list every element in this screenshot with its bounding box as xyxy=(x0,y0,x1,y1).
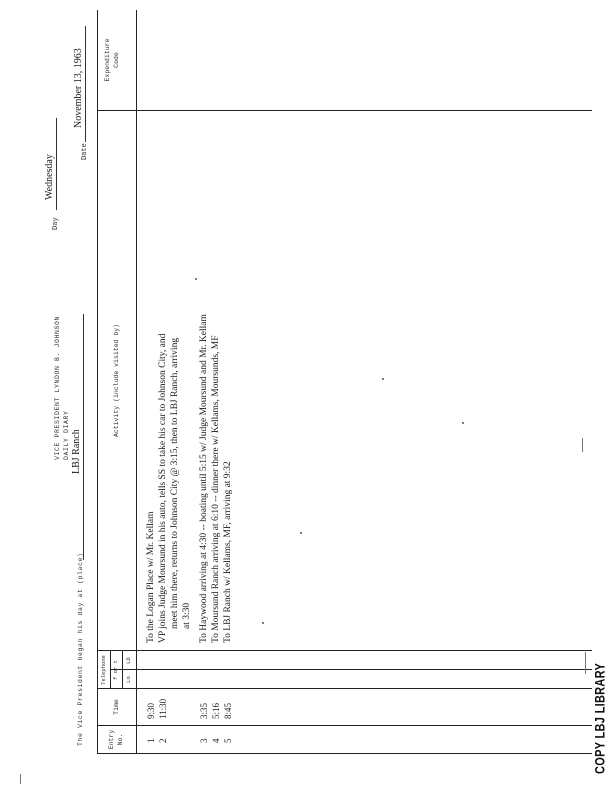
divider-lo-ld xyxy=(110,669,592,670)
divider-activity xyxy=(98,110,592,111)
col-entry-label: Entry xyxy=(108,729,115,750)
col-expenditure xyxy=(103,10,121,110)
date-value: November 13, 1963 xyxy=(73,48,84,128)
diary-table xyxy=(97,10,592,754)
col-time: Time xyxy=(113,699,120,715)
entry-activity-line: meet him there, returns to Johnson City @ 3:15, then to LBJ Ranch, arriving xyxy=(170,337,180,629)
col-f-or-t: f or t xyxy=(112,660,119,680)
header-rule xyxy=(136,10,137,753)
col-expenditure-label: Expenditure xyxy=(104,38,111,82)
entry-time: 9:30 xyxy=(146,702,156,719)
col-entry-no xyxy=(107,726,125,753)
entry-number: 3 xyxy=(199,738,209,743)
divider-entry xyxy=(98,725,592,726)
date-label: Date xyxy=(81,143,89,160)
scan-mark xyxy=(585,652,586,674)
began-label: The Vice President began his day at (place) xyxy=(77,552,84,746)
col-code-label: Code xyxy=(113,52,120,68)
vp-title: VICE PRESIDENT LYNDON B. JOHNSON xyxy=(54,315,61,460)
scan-mark xyxy=(20,774,21,784)
entry-activity-line: To Haywood arriving at 4:30 -- boating until 5:15 w/ Judge Moursund and Mr. Kellam xyxy=(199,314,209,643)
entry-number: 2 xyxy=(158,738,168,743)
divider-time xyxy=(98,688,592,689)
archive-stamp: COPY LBJ LIBRARY xyxy=(593,662,608,774)
col-no-label: No. xyxy=(117,733,124,746)
scan-speck xyxy=(382,378,384,380)
day-value: Wednesday xyxy=(44,154,55,200)
entry-time: 5:16 xyxy=(211,702,221,719)
col-telephone: Telephone xyxy=(100,655,107,685)
scan-mark xyxy=(582,438,583,452)
entry-activity-line: To Moursund Ranch arriving at 6:10 -- dinner there w/ Kellams, Moursunds, MF xyxy=(211,335,221,643)
entry-number: 4 xyxy=(211,738,221,743)
entry-time: 3:35 xyxy=(199,702,209,719)
scan-speck xyxy=(300,532,302,534)
entry-number: 5 xyxy=(223,738,233,743)
col-lo: Lo xyxy=(125,676,132,683)
day-rule xyxy=(56,118,57,210)
day-label: Day xyxy=(52,217,60,230)
entry-number: 1 xyxy=(146,738,156,743)
col-ld: LD xyxy=(125,657,132,664)
place-rule xyxy=(83,314,84,560)
entry-time: 8:45 xyxy=(223,702,233,719)
entry-activity-line: To LBJ Ranch w/ Kellams, MF, arriving at 9:32 xyxy=(223,461,233,643)
col-activity: Activity (include visited by) xyxy=(113,323,120,438)
entry-time: 11:30 xyxy=(158,698,168,719)
date-rule xyxy=(85,26,86,142)
entry-activity-line: at 3:30 xyxy=(182,602,192,629)
diary-title: DAILY DIARY xyxy=(63,410,70,460)
entry-activity-line: VP joins Judge Moursund in his auto, tells SS to take his car to Johnson City, and xyxy=(158,333,168,643)
scan-speck xyxy=(262,622,264,624)
scan-speck xyxy=(195,278,197,280)
telephone-subrule-2 xyxy=(122,651,123,689)
entry-activity-line: To the Logan Place w/ Mr. Kellam xyxy=(146,511,156,643)
place-value: LBJ Ranch xyxy=(71,429,82,474)
divider-telephone xyxy=(98,650,592,651)
scan-speck xyxy=(462,422,464,424)
